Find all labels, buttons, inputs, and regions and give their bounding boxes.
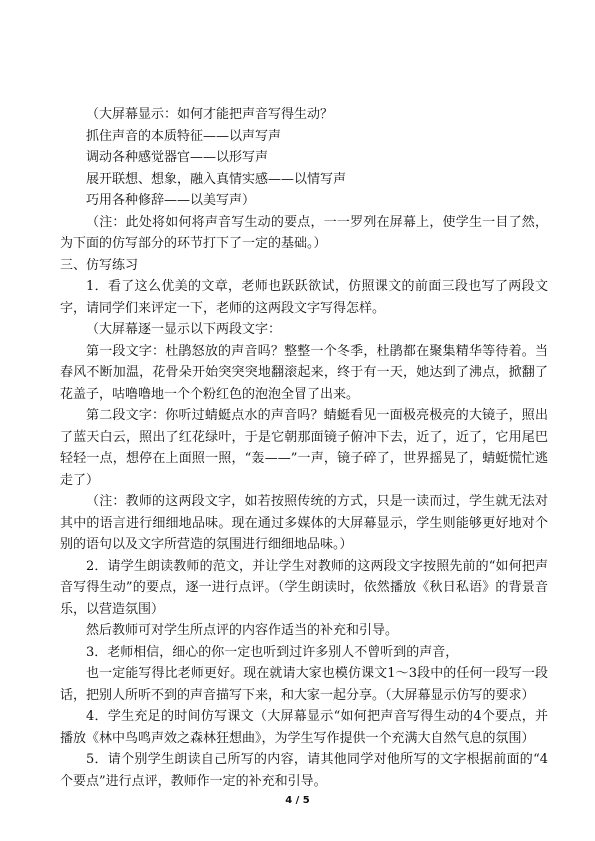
page-number: 4 / 5: [285, 795, 310, 806]
paragraph-point-4: 巧用各种修辞——以美写声）: [86, 193, 256, 208]
paragraph-step-3-cont: 也一定能写得比老师更好。现在就请大家也模仿课文1～3段中的任何一段写一段话，把别人所听不到的声音描写下来，和大家一起分享。（大屏幕显示仿写的要求）: [60, 666, 548, 703]
paragraph-point-1: 抓住声音的本质特征——以声写声: [86, 128, 282, 144]
paragraph-sample-2: 第二段文字：你听过蜻蜓点水的声音吗？蜻蜓看见一面极亮极亮的大镜子，照出了蓝天白云，照出了红花绿叶，于是它朝那面镜子俯冲下去，近了，近了，它用尾巴轻轻一点，想停在上面照一照，“轰——”一声，镜子碎了，世界摇晃了，蜻蜓慌忙逃走了）: [60, 408, 548, 488]
paragraph-step-5: 5．请个别学生朗读自己所写的内容，请其他同学对他所写的文字根据前面的“4个要点”进行点评，教师作一定的补充和引导。: [60, 752, 548, 789]
section-heading: 三、仿写练习: [60, 257, 139, 273]
paragraph-screen-display-2: （大屏幕逐一显示以下两段文字：: [86, 322, 282, 337]
paragraph-step-2-followup: 然后教师可对学生所点评的内容作适当的补充和引导。: [86, 623, 399, 638]
paragraph-step-2: 2．请学生朗读教师的范文，并让学生对教师的这两段文字按照先前的“如何把声音写得生动”的要点，逐一进行点评。（学生朗读时，依然播放《秋日私语》的背景音乐，以营造氛围）: [60, 558, 548, 617]
paragraph-note-1: （注：此处将如何将声音写生动的要点，一一罗列在屏幕上，使学生一目了然，为下面的仿写部分的环节打下了一定的基础。）: [60, 214, 548, 251]
page-content: [60, 104, 548, 792]
paragraph-step-3: 3．老师相信，细心的你一定也听到过许多别人不曾听到的声音，: [86, 644, 459, 660]
paragraph-step-4: 4．学生充足的时间仿写课文（大屏幕显示“如何把声音写得生动的4个要点，并播放《林中鸟鸣声效之森林狂想曲》，为学生写作提供一个充满大自然气息的氛围）: [60, 709, 548, 746]
paragraph-note-2: （注：教师的这两段文字，如若按照传统的方式，只是一读而过，学生就无法对其中的语言进行细细地品味。现在通过多媒体的大屏幕显示，学生则能够更好地对个别的语句以及文字所营造的氛围进行细细地品味。）: [60, 494, 548, 552]
paragraph-point-3: 展开联想、想象，融入真情实感——以情写声: [86, 171, 347, 187]
paragraph-point-2: 调动各种感觉器官——以形写声: [86, 150, 269, 165]
paragraph-sample-1: 第一段文字：杜鹃怒放的声音吗？整整一个冬季，杜鹃都在聚集精华等待着。当春风不断加温，花骨朵开始突突突地翻滚起来，终于有一天，她达到了沸点，掀翻了花盖子，咕噜噜地一个个粉红色的泡泡全冒了出来。: [60, 343, 548, 402]
paragraph-screen-display: （大屏幕显示：如何才能把声音写得生动？: [86, 107, 334, 122]
paragraph-step-1: 1．看了这么优美的文章，老师也跃跃欲试，仿照课文的前面三段也写了两段文字，请同学们来评定一下，老师的这两段文字写得怎样。: [60, 279, 548, 316]
